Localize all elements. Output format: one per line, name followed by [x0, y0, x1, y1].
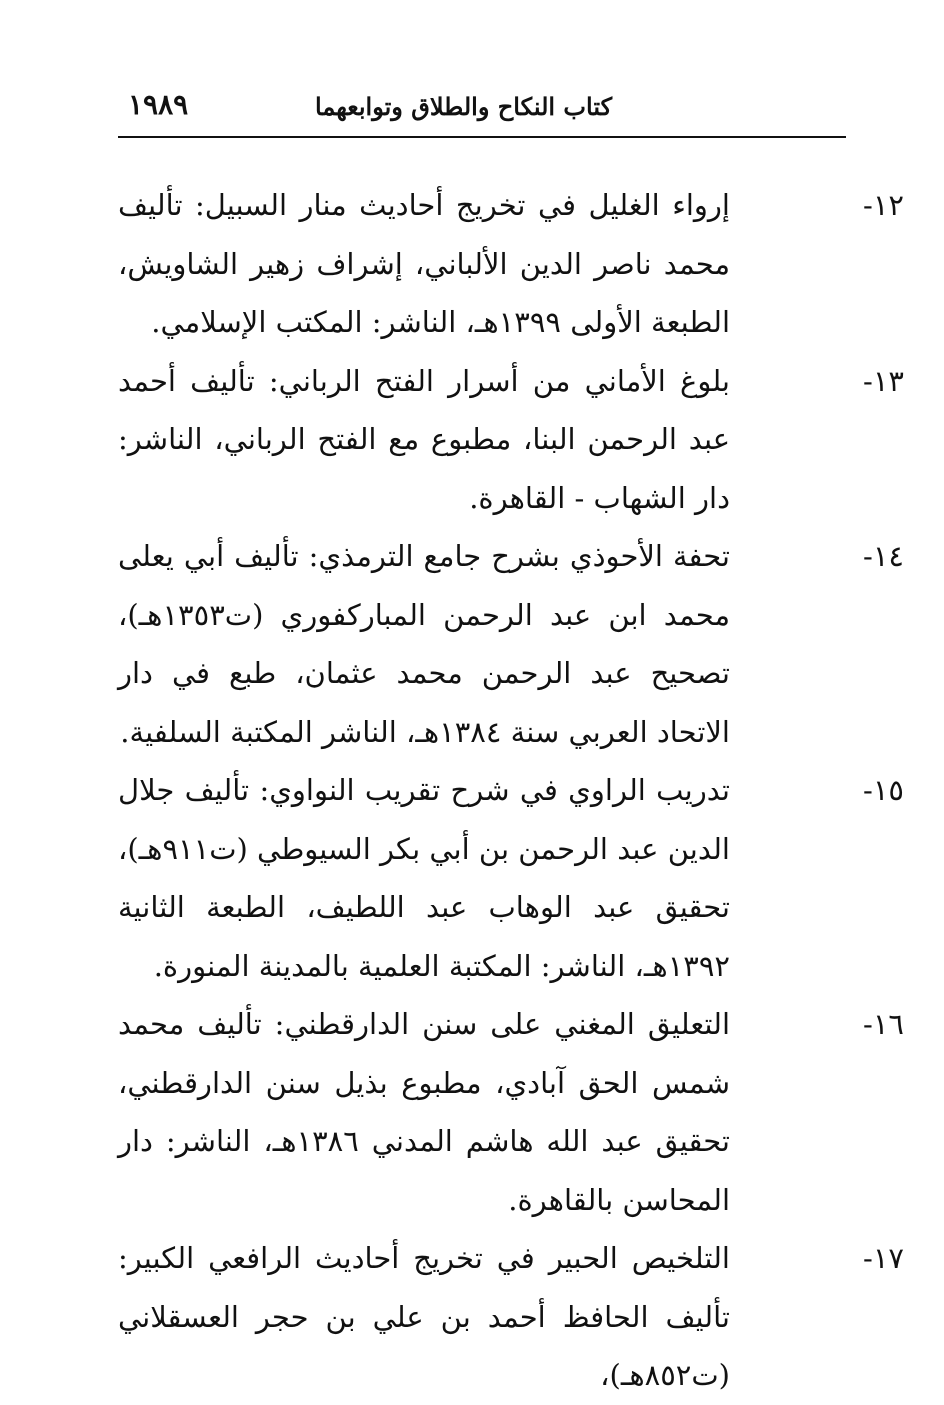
- entry-text: تحفة الأحوذي بشرح جامع الترمذي: تأليف أبي يعلى محمد ابن عبد الرحمن المباركفوري (ت١٣٥٣هـ)، تصحيح عبد الرحمن محمد عثمان، طبع في دار الاتحاد العربي سنة ١٣٨٤هـ، الناشر المكتبة السلفية.: [118, 539, 730, 749]
- entry-number: ١٢-: [863, 188, 904, 222]
- bibliography-entry: [118, 1229, 904, 1405]
- book-title: كتاب النكاح والطلاق وتوابعهما: [315, 92, 612, 121]
- running-header: [118, 88, 848, 138]
- entry-number: ١٧-: [863, 1241, 904, 1275]
- entry-number: ١٥-: [863, 773, 904, 807]
- page-number: ١٩٨٩: [128, 88, 189, 121]
- bibliography-entry: [118, 352, 904, 528]
- bibliography-entry: [118, 995, 904, 1229]
- entry-text: بلوغ الأماني من أسرار الفتح الرباني: تأليف أحمد عبد الرحمن البنا، مطبوع مع الفتح الرباني، الناشر: دار الشهاب - القاهرة.: [118, 363, 730, 515]
- bibliography-entry: [118, 761, 904, 995]
- bibliography-entry: [118, 527, 904, 761]
- entry-text: التعليق المغني على سنن الدارقطني: تأليف محمد شمس الحق آبادي، مطبوع بذيل سنن الدارقطني، تحقيق عبد الله هاشم المدني ١٣٨٦هـ، الناشر: دار المحاسن بالقاهرة.: [118, 1007, 730, 1217]
- entry-text: التلخيص الحبير في تخريج أحاديث الرافعي الكبير: تأليف الحافظ أحمد بن علي بن حجر العسقلاني (ت٨٥٢هـ)،: [118, 1241, 730, 1392]
- entry-number: ١٦-: [863, 1007, 904, 1041]
- entry-number: ١٣-: [863, 363, 904, 398]
- bibliography-entry: [118, 176, 904, 352]
- bibliography-list: [118, 176, 904, 1405]
- header-rule: [118, 136, 846, 138]
- entry-text: تدريب الراوي في شرح تقريب النواوي: تأليف جلال الدين عبد الرحمن بن أبي بكر السيوطي (ت٩١١هـ)، تحقيق عبد الوهاب عبد اللطيف، الطبعة الثانية ١٣٩٢هـ، الناشر: المكتبة العلمية بالمدينة المنورة.: [118, 773, 730, 983]
- entry-number: ١٤-: [863, 539, 904, 573]
- entry-text: إرواء الغليل في تخريج أحاديث منار السبيل: تأليف محمد ناصر الدين الألباني، إشراف زهير الشاويش، الطبعة الأولى ١٣٩٩هـ، الناشر: المكتب الإسلامي.: [118, 188, 730, 339]
